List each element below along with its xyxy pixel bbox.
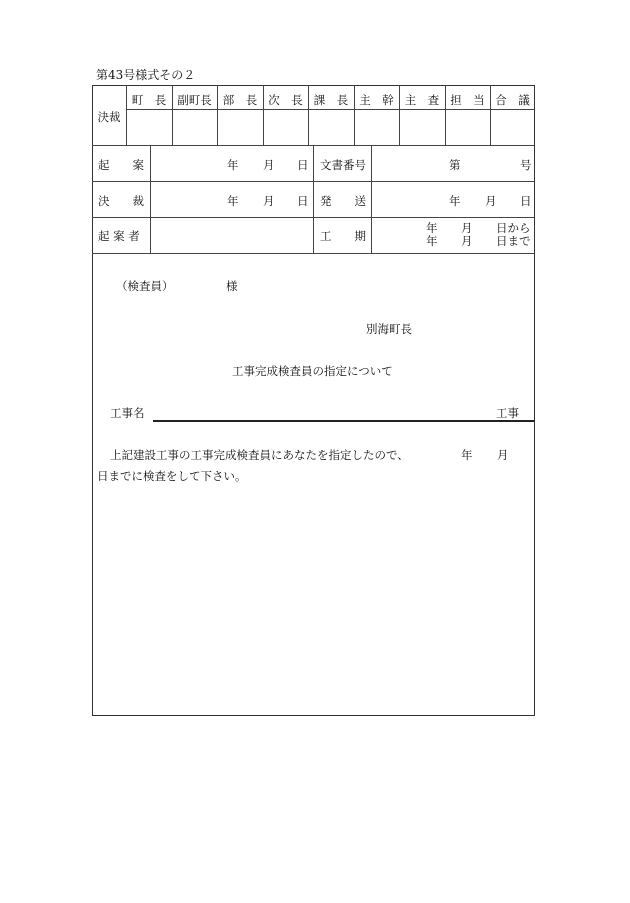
kessai-day: 日 bbox=[297, 194, 309, 208]
kouki-from: 日から bbox=[496, 221, 531, 235]
kouki-year-from: 年 bbox=[426, 221, 438, 235]
row-col-divider bbox=[150, 145, 151, 253]
work-name-label: 工事名 bbox=[110, 406, 145, 420]
approval-row-divider bbox=[126, 109, 535, 110]
role-shusa: 主 査 bbox=[404, 93, 440, 107]
kiansha-label: 起 案 者 bbox=[98, 229, 140, 243]
approval-label: 決裁 bbox=[97, 110, 121, 124]
role-tantou: 担 当 bbox=[450, 93, 485, 107]
kian-month: 月 bbox=[263, 158, 275, 172]
body-month: 月 bbox=[497, 448, 509, 462]
hassou-day: 日 bbox=[520, 194, 532, 208]
role-kachou: 課 長 bbox=[313, 93, 349, 107]
kessai-label: 決 裁 bbox=[98, 194, 144, 208]
hassou-label: 発 送 bbox=[320, 194, 366, 208]
hassou-month: 月 bbox=[485, 194, 497, 208]
bunsho-label: 文書番号 bbox=[320, 158, 366, 172]
kouki-month-to: 月 bbox=[461, 234, 473, 248]
role-jichou: 次 長 bbox=[268, 93, 303, 107]
addressee-sama: 様 bbox=[226, 279, 238, 293]
kessai-month: 月 bbox=[263, 194, 275, 208]
kouki-to: 日まで bbox=[496, 234, 531, 248]
subject: 工事完成検査員の指定について bbox=[232, 364, 393, 378]
kessai-year: 年 bbox=[227, 194, 239, 208]
kian-day: 日 bbox=[297, 158, 309, 172]
body-line2: 日までに検査をして下さい。 bbox=[97, 469, 247, 483]
body-line1: 上記建設工事の工事完成検査員にあなたを指定したので、 bbox=[110, 448, 409, 462]
row-col-divider bbox=[371, 145, 372, 253]
kouki-month-from: 月 bbox=[461, 221, 473, 235]
hassou-year: 年 bbox=[449, 194, 461, 208]
role-chou: 町 長 bbox=[131, 93, 167, 107]
kouki-label: 工 期 bbox=[320, 229, 366, 243]
body-year: 年 bbox=[461, 448, 473, 462]
role-fukuchou: 副町長 bbox=[177, 93, 212, 107]
role-buchou: 部 長 bbox=[222, 93, 258, 107]
kouki-year-to: 年 bbox=[426, 234, 438, 248]
sender: 別海町長 bbox=[366, 322, 412, 336]
work-name-underline bbox=[153, 420, 535, 422]
role-aigi: 合 議 bbox=[495, 93, 530, 107]
bunsho-dai: 第 bbox=[449, 158, 461, 172]
addressee: （検査員） bbox=[116, 279, 174, 293]
kian-year: 年 bbox=[227, 158, 239, 172]
kian-label: 起 案 bbox=[98, 158, 144, 172]
bunsho-go: 号 bbox=[520, 158, 532, 172]
form-number: 第43号様式その２ bbox=[96, 68, 196, 82]
row-col-divider bbox=[313, 145, 314, 253]
row-divider bbox=[92, 253, 535, 254]
work-suffix: 工事 bbox=[496, 406, 519, 420]
role-shukan: 主 幹 bbox=[359, 93, 394, 107]
